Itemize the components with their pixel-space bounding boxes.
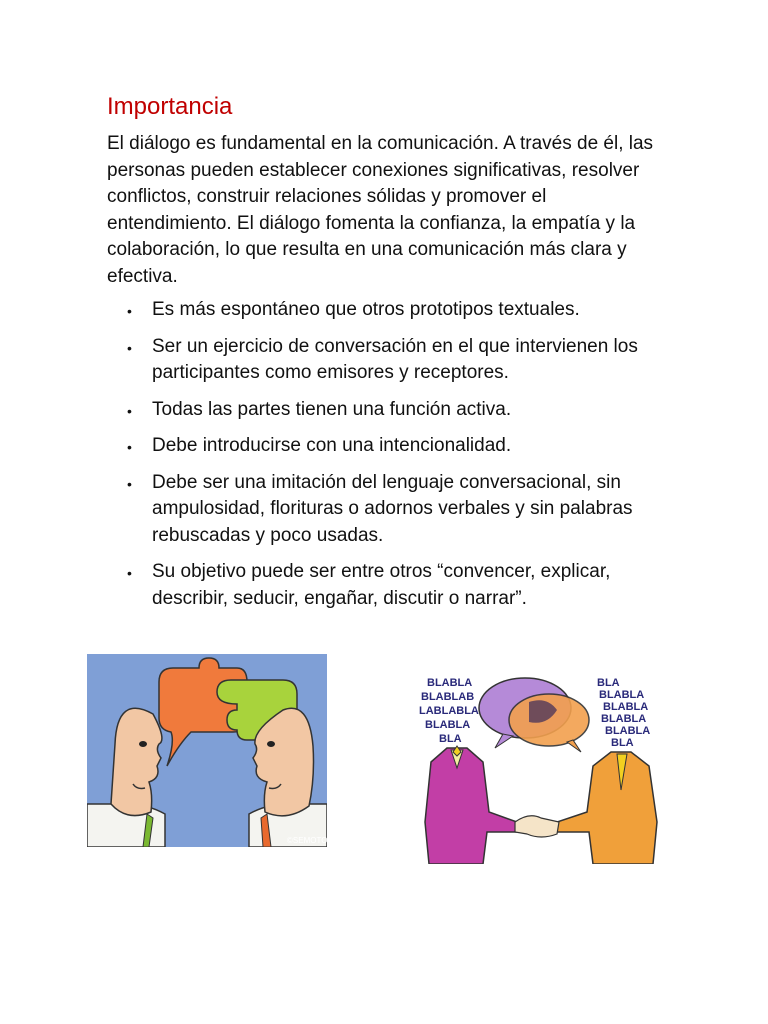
svg-text:BLABLA: BLABLA — [603, 701, 649, 713]
bullet-icon: • — [127, 439, 132, 455]
section-heading: Importancia — [107, 93, 233, 120]
svg-text:BLABLAB: BLABLAB — [421, 691, 475, 703]
list-item: • Su objetivo puede ser entre otros “convencer, explicar, describir, seducir, engañar, discutir o narrar”. — [127, 561, 611, 609]
bullet-icon: • — [127, 475, 132, 492]
svg-text:BLABLA: BLABLA — [601, 713, 647, 725]
bullet-icon: • — [127, 303, 132, 319]
bullet-icon: • — [127, 402, 132, 419]
svg-text:LABLABLA: LABLABLA — [419, 705, 479, 717]
two-heads-puzzle-speech-bubbles-illustration — [87, 654, 327, 847]
list-item: • Debe ser una imitación del lenguaje conversacional, sin ampulosidad, florituras o adornos verbales y sin palabras rebuscadas y poco usadas. — [127, 471, 633, 546]
list-item: • Es más espontáneo que otros prototipos textuales. — [107, 297, 672, 324]
intro-paragraph: El diálogo es fundamental en la comunicación. A través de él, las personas pueden establecer conexiones significativas, resolver conflictos, construir relaciones sólidas y promover el entendimiento. El diálogo fomenta la confianza, la empatía y la colaboración, lo que resulta en una comunicación más clara y efectiva. — [107, 133, 654, 287]
bullet-list — [107, 297, 672, 622]
svg-text:BLABLA: BLABLA — [599, 689, 645, 701]
svg-text:BLABLA: BLABLA — [427, 677, 473, 689]
handshake-blabla-people-illustration — [417, 672, 662, 864]
svg-text:BLA: BLA — [439, 733, 462, 745]
image-credit: ©SEMOTO — [287, 836, 327, 845]
svg-text:BLA: BLA — [611, 737, 634, 749]
list-item: • Debe introducirse con una intencionalidad. — [107, 433, 672, 460]
list-item: • Todas las partes tienen una función activa. — [107, 397, 672, 424]
svg-text:BLABLA: BLABLA — [605, 725, 651, 737]
svg-text:BLABLA: BLABLA — [425, 719, 471, 731]
svg-text:BLA: BLA — [597, 677, 620, 689]
list-item: • Ser un ejercicio de conversación en el que intervienen los participantes como emisores y receptores. — [127, 335, 638, 383]
bullet-icon: • — [127, 339, 132, 356]
bullet-icon: • — [127, 565, 132, 581]
